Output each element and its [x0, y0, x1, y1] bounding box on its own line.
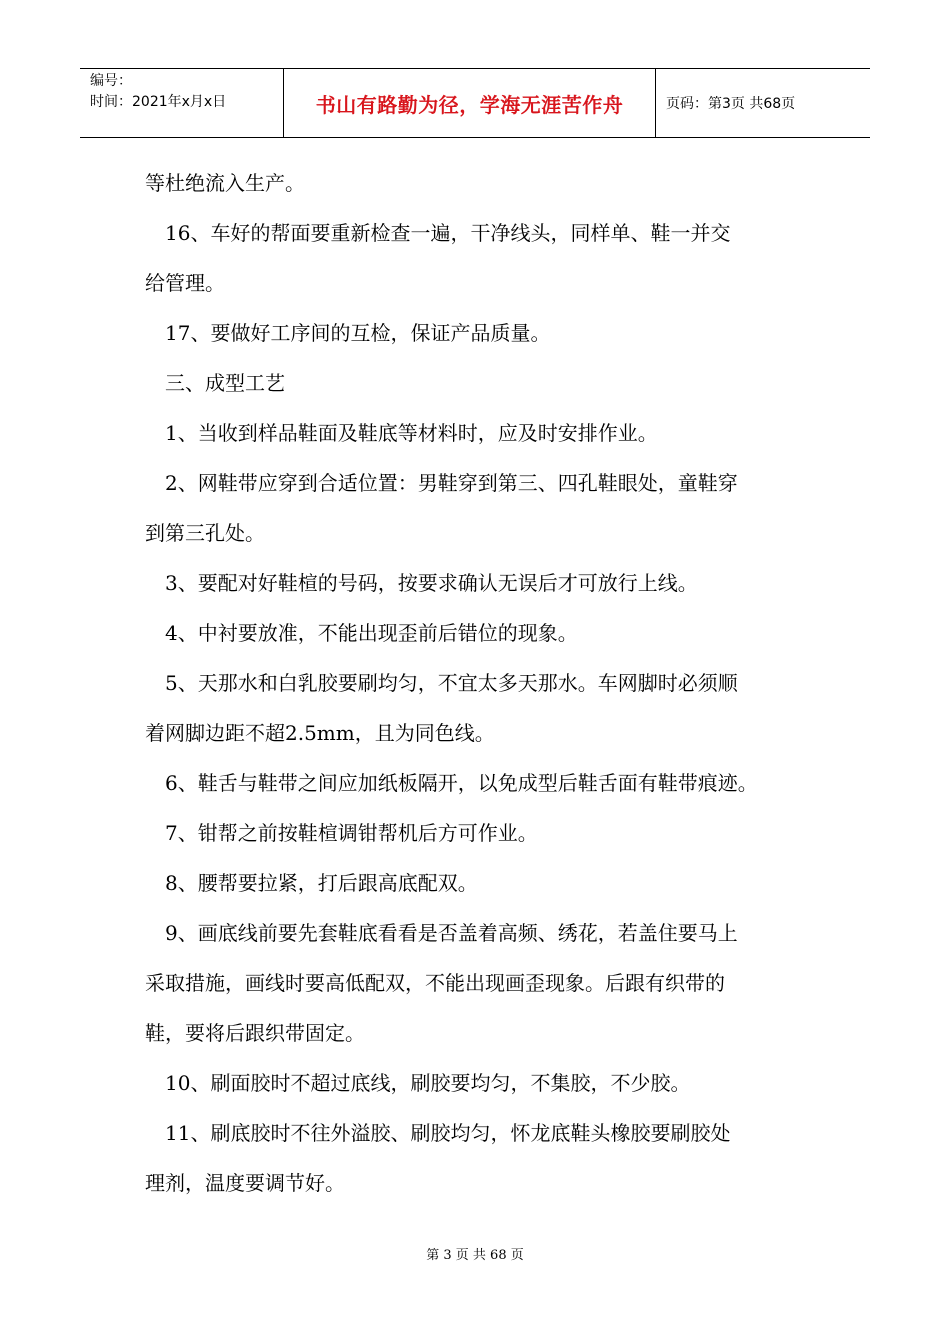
- body-line: 3、要配对好鞋楦的号码，按要求确认无误后才可放行上线。: [165, 571, 698, 595]
- body-line: 鞋，要将后跟织带固定。: [145, 1021, 365, 1045]
- body-line: 9、画底线前要先套鞋底看看是否盖着高频、绣花，若盖住要马上: [165, 921, 738, 945]
- body-line: 等杜绝流入生产。: [145, 171, 305, 195]
- body-line: 6、鞋舌与鞋带之间应加纸板隔开，以免成型后鞋舌面有鞋带痕迹。: [165, 771, 758, 795]
- body-line: 采取措施，画线时要高低配双，不能出现画歪现象。后跟有织带的: [145, 971, 725, 995]
- document-number-label: 编号：: [90, 73, 132, 89]
- body-line: 5、天那水和白乳胶要刷均匀，不宜太多天那水。车网脚时必须顺: [165, 671, 738, 695]
- document-date: 时间：2021年x月x日: [90, 94, 227, 110]
- header-page-info: 页码：第3页 共68页: [666, 96, 796, 112]
- body-line: 8、腰帮要拉紧，打后跟高底配双。: [165, 871, 478, 895]
- header-meta: [80, 69, 283, 137]
- body-line: 4、中衬要放准，不能出现歪前后错位的现象。: [165, 621, 578, 645]
- header-motto-cell: [283, 69, 656, 137]
- page-footer: 第 3 页 共 68 页: [426, 1248, 524, 1263]
- body-line: 11、刷底胶时不往外溢胶、刷胶均匀，怀龙底鞋头橡胶要刷胶处: [165, 1121, 731, 1145]
- body-line: 10、刷面胶时不超过底线，刷胶要均匀，不集胶，不少胶。: [165, 1071, 691, 1095]
- body-line: 着网脚边距不超2.5mm，且为同色线。: [145, 721, 495, 745]
- body-line: 到第三孔处。: [145, 521, 265, 545]
- body-line: 17、要做好工序间的互检，保证产品质量。: [165, 321, 551, 345]
- page-header: [80, 68, 870, 138]
- document-body: [145, 158, 825, 1208]
- body-line: 理剂，温度要调节好。: [145, 1171, 345, 1195]
- body-line: 给管理。: [145, 271, 225, 295]
- body-line: 2、网鞋带应穿到合适位置：男鞋穿到第三、四孔鞋眼处，童鞋穿: [165, 471, 738, 495]
- header-motto: 书山有路勤为径，学海无涯苦作舟: [315, 92, 624, 117]
- body-line: 16、车好的帮面要重新检查一遍，干净线头，同样单、鞋一并交: [165, 221, 731, 245]
- section-heading: 三、成型工艺: [165, 371, 285, 395]
- body-line: 1、当收到样品鞋面及鞋底等材料时，应及时安排作业。: [165, 421, 658, 445]
- body-line: 7、钳帮之前按鞋楦调钳帮机后方可作业。: [165, 821, 538, 845]
